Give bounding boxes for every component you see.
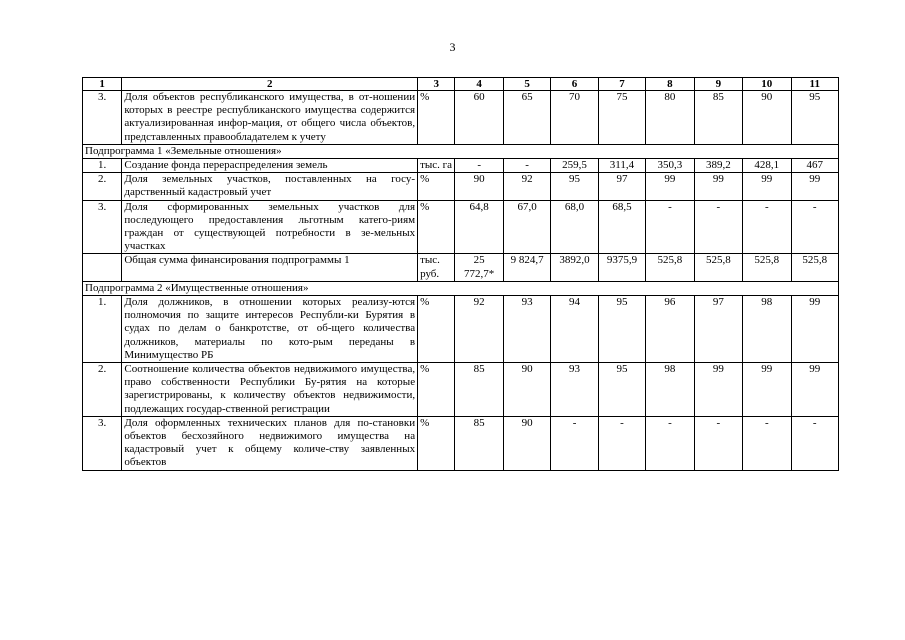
column-header: 9 xyxy=(694,78,742,91)
row-number: 3. xyxy=(83,416,122,470)
row-number: 1. xyxy=(83,296,122,363)
value-cell: - xyxy=(503,159,550,173)
value-cell: 99 xyxy=(694,173,742,200)
column-header: 10 xyxy=(743,78,791,91)
value-cell: - xyxy=(694,200,742,254)
value-cell: - xyxy=(694,416,742,470)
value-cell: 85 xyxy=(455,363,503,417)
indicator-name: Доля должников, в отношении которых реализу-ются полномочия по защите интересов Республи-ки Бурятия в судах по делам о банкротстве, от об-щего количества должников, материалы по кото-рым переданы в Минимущество РБ xyxy=(122,296,418,363)
column-header: 5 xyxy=(503,78,550,91)
value-cell: 67,0 xyxy=(503,200,550,254)
table-row xyxy=(83,363,839,417)
value-cell: 68,0 xyxy=(551,200,598,254)
value-cell: 525,8 xyxy=(791,254,839,281)
column-header: 1 xyxy=(83,78,122,91)
value-cell: 95 xyxy=(791,91,839,145)
value-cell: 389,2 xyxy=(694,159,742,173)
value-cell: - xyxy=(646,416,694,470)
value-cell: 259,5 xyxy=(551,159,598,173)
value-cell: 98 xyxy=(646,363,694,417)
value-cell: 75 xyxy=(598,91,645,145)
section-title: Подпрограмма 2 «Имущественные отношения» xyxy=(83,281,839,295)
table-row xyxy=(83,173,839,200)
value-cell: 525,8 xyxy=(694,254,742,281)
value-cell: 94 xyxy=(551,296,598,363)
indicator-name: Создание фонда перераспределения земель xyxy=(122,159,418,173)
unit-cell: % xyxy=(418,363,455,417)
table-body xyxy=(83,91,839,471)
unit-cell: % xyxy=(418,416,455,470)
column-header: 4 xyxy=(455,78,503,91)
value-cell: - xyxy=(455,159,503,173)
value-cell: 96 xyxy=(646,296,694,363)
value-cell: 467 xyxy=(791,159,839,173)
row-number: 3. xyxy=(83,200,122,254)
value-cell: 90 xyxy=(503,416,550,470)
indicator-name: Общая сумма финансирования подпрограммы 1 xyxy=(122,254,418,281)
unit-cell: % xyxy=(418,296,455,363)
value-cell: 92 xyxy=(455,296,503,363)
header-row xyxy=(83,78,839,91)
value-cell: 3892,0 xyxy=(551,254,598,281)
value-cell: 64,8 xyxy=(455,200,503,254)
value-cell: - xyxy=(743,200,791,254)
unit-cell: тыс. га xyxy=(418,159,455,173)
value-cell: 25 772,7* xyxy=(455,254,503,281)
table-row xyxy=(83,91,839,145)
value-cell: 350,3 xyxy=(646,159,694,173)
indicator-name: Доля земельных участков, поставленных на госу-дарственный кадастровый учет xyxy=(122,173,418,200)
value-cell: - xyxy=(743,416,791,470)
unit-cell: тыс. руб. xyxy=(418,254,455,281)
unit-cell: % xyxy=(418,200,455,254)
value-cell: 97 xyxy=(694,296,742,363)
unit-cell: % xyxy=(418,91,455,145)
value-cell: - xyxy=(646,200,694,254)
column-header: 2 xyxy=(122,78,418,91)
section-title: Подпрограмма 1 «Земельные отношения» xyxy=(83,144,839,158)
value-cell: 99 xyxy=(791,363,839,417)
value-cell: 65 xyxy=(503,91,550,145)
value-cell: - xyxy=(791,416,839,470)
value-cell: 93 xyxy=(503,296,550,363)
table-row xyxy=(83,200,839,254)
value-cell: 311,4 xyxy=(598,159,645,173)
value-cell: 525,8 xyxy=(646,254,694,281)
column-header: 6 xyxy=(551,78,598,91)
value-cell: 99 xyxy=(791,296,839,363)
value-cell: 99 xyxy=(646,173,694,200)
indicator-name: Соотношение количества объектов недвижимого имущества, право собственности Республики Бу-рятия на которые зарегистрированы, к количеству объектов недвижимости, подлежащих государ-ственной регистрации xyxy=(122,363,418,417)
row-number: 1. xyxy=(83,159,122,173)
row-number: 2. xyxy=(83,173,122,200)
value-cell: 70 xyxy=(551,91,598,145)
value-cell: 93 xyxy=(551,363,598,417)
value-cell: - xyxy=(791,200,839,254)
indicator-name: Доля оформленных технических планов для по-становки объектов бесхозяйного недвижимого имущества на кадастровый учет к общему количе-ству заявленных объектов xyxy=(122,416,418,470)
row-number xyxy=(83,254,122,281)
value-cell: 99 xyxy=(743,363,791,417)
column-header: 11 xyxy=(791,78,839,91)
value-cell: 98 xyxy=(743,296,791,363)
value-cell: 9 824,7 xyxy=(503,254,550,281)
section-row xyxy=(83,281,839,295)
value-cell: 85 xyxy=(455,416,503,470)
indicator-table xyxy=(82,77,839,471)
value-cell: 90 xyxy=(743,91,791,145)
table-row xyxy=(83,296,839,363)
section-row xyxy=(83,144,839,158)
column-header: 7 xyxy=(598,78,645,91)
value-cell: 99 xyxy=(743,173,791,200)
row-number: 2. xyxy=(83,363,122,417)
value-cell: 85 xyxy=(694,91,742,145)
unit-cell: % xyxy=(418,173,455,200)
value-cell: 92 xyxy=(503,173,550,200)
value-cell: 68,5 xyxy=(598,200,645,254)
value-cell: - xyxy=(551,416,598,470)
value-cell: 80 xyxy=(646,91,694,145)
value-cell: 97 xyxy=(598,173,645,200)
table-row xyxy=(83,159,839,173)
value-cell: 95 xyxy=(598,363,645,417)
value-cell: 90 xyxy=(503,363,550,417)
value-cell: 525,8 xyxy=(743,254,791,281)
table-row xyxy=(83,254,839,281)
column-header: 8 xyxy=(646,78,694,91)
column-header: 3 xyxy=(418,78,455,91)
value-cell: - xyxy=(598,416,645,470)
value-cell: 90 xyxy=(455,173,503,200)
indicator-name: Доля сформированных земельных участков для последующего предоставления льготным катего-риям граждан от существующей потребности в зе-мельных участках xyxy=(122,200,418,254)
table-row xyxy=(83,416,839,470)
value-cell: 60 xyxy=(455,91,503,145)
value-cell: 99 xyxy=(791,173,839,200)
row-number: 3. xyxy=(83,91,122,145)
indicator-name: Доля объектов республиканского имущества, в от-ношении которых в реестре республиканского имущества содержится актуализированная инфор-мация, от общего числа объектов, представленных правообладателем к учету xyxy=(122,91,418,145)
value-cell: 428,1 xyxy=(743,159,791,173)
value-cell: 95 xyxy=(551,173,598,200)
value-cell: 95 xyxy=(598,296,645,363)
page-number: 3 xyxy=(449,40,456,54)
value-cell: 9375,9 xyxy=(598,254,645,281)
value-cell: 99 xyxy=(694,363,742,417)
